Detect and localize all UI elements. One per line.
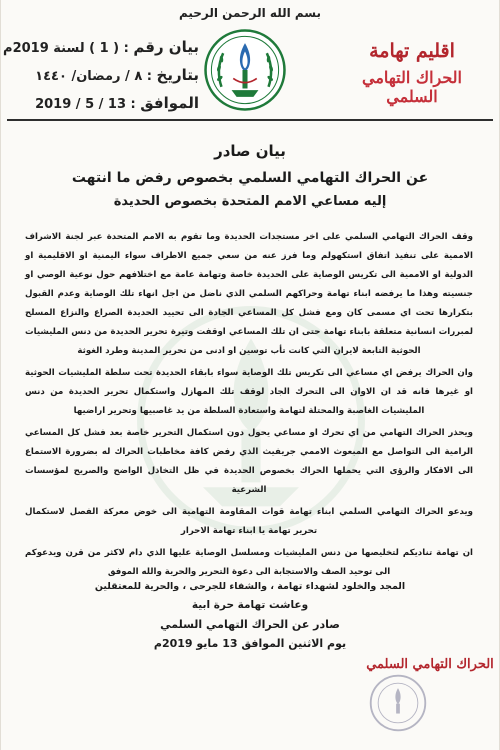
letterhead-right <box>337 40 487 106</box>
body-paragraph-3: ويحذر الحراك التهامي من اي تحرك او مساعي يحول دون استكمال التحرير خاصة بعد فشل كل المساعي الرامية الى التواصل مع المبعوث الاممي جريفيث الذي رفض كافة مخاطبات الحراك له بضرورة الاستماع الى الافكار والرؤى التي يحملها الحراك بخصوص الحديدة في ظل التخاذل الواضح والصريح لمؤسسات الشرعية <box>25 428 473 495</box>
closing-line-1: المجد والخلود لشهداء تهامة ، والشفاء للجرحى ، والحرية للمعتقلين <box>94 581 406 592</box>
corresponding-label: الموافق <box>140 94 199 112</box>
gregorian-date-row <box>19 94 199 112</box>
statement-number-label: بيان رقم <box>133 38 199 56</box>
title-line-1: بيان صادر <box>214 142 286 160</box>
letterhead-left <box>3 38 199 122</box>
statement-number-value: : ( 1 ) لسنة 2019م <box>3 41 129 56</box>
closing-line-2: وعاشت تهامة حرة ابية <box>191 599 309 611</box>
basmala: بسم الله الرحمن الرحيم <box>178 6 322 20</box>
header-divider <box>7 119 493 121</box>
official-stamp <box>367 672 429 734</box>
statement-body <box>25 228 473 585</box>
signature-text: الحراك التهامي السلمي <box>366 657 494 672</box>
movement-name: الحراك التهامي السلمي <box>362 68 462 106</box>
closing-block <box>1 577 499 653</box>
closing-line-3: صادر عن الحراك التهامي السلمي <box>160 618 340 631</box>
date-value: : ٨ / رمضان/ ١٤٤٠ <box>35 69 152 84</box>
title-line-2: عن الحراك التهامي السلمي بخصوص رفض ما انتهت <box>71 170 429 186</box>
statement-title <box>1 142 499 209</box>
region-name: اقليم تهامة <box>369 40 455 62</box>
hijri-date-row <box>19 66 199 84</box>
date-label: بتاريخ <box>156 66 199 84</box>
body-paragraph-5: ان تهامة تناديكم لتخليصها من دنس المليشيات ومسلسل الوصاية عليها الذي دام لاكثر من قرن ويدعوكم الى توحيد الصف والاستجابة الى دعوة التحرير والحرية والله الموفق <box>25 548 473 577</box>
movement-logo <box>203 28 287 112</box>
statement-number-row <box>3 38 199 56</box>
body-paragraph-4: ويدعو الحراك التهامي السلمي ابناء تهامة قوات المقاومة التهامية الى خوض معركة الفصل لاستكمال تحرير تهامة يا ابناء تهامة الاحرار <box>25 507 473 536</box>
title-line-3: إليه مساعي الامم المتحدة بخصوص الحديدة <box>113 194 387 209</box>
body-paragraph-2: وان الحراك يرفض اي مساعي الى تكريس تلك الوصاية سواء بابقاء الحديدة تحت سلطة المليشيات الحوثية او غيرها فانه قد ان الاوان الى التحرك الجاد لوقف تلك المهازل واستكمال تحرير الحديدة من دنس المليشيات الغاصبة والمحتلة لتهامة واستعادة السلطة من يد غاصبيها وتحرير اراضيها <box>25 368 473 416</box>
body-paragraph-1: وقف الحراك التهامي السلمي على اخر مستجدات الحديدة وما تقوم به الامم المتحدة عبر لجنة الاشراف الاممية على تنفيذ اتفاق استكهولم وما فرز عنه من سعي جميع الاطراف سواء اليمنية او الاقليمية او الدولية او الاممية الى تكريس الوصاية على الحديدة خاصة وتهامة عامة مع اختلافهم حول نوعية الوصي او جنسيته وهذا ما يرفضه ابناء تهامة وحراكهم السلمي الذي ناضل من اجل انهاء تلك الوصاية وعدم القبول بتكرارها تحت اي مسمى كان ومع فشل كل المساعي الجادة الى تحييد الحديدة الصراع والنزاع المسلح لمبررات انسانية متعلقة بابناء تهامة حتى ان تلك المساعي اوقفت وتيرة تحرير الحديدة من دنس المليشيات الحوثية التابعة لايران التي كانت تأب توسين او ادنى من تحرير المدينة وطرد الغوثة <box>25 232 473 356</box>
corresponding-value: : 13 / 5 / 2019 <box>35 97 136 112</box>
closing-line-4: يوم الاثنين الموافق 13 مايو 2019م <box>153 637 347 650</box>
